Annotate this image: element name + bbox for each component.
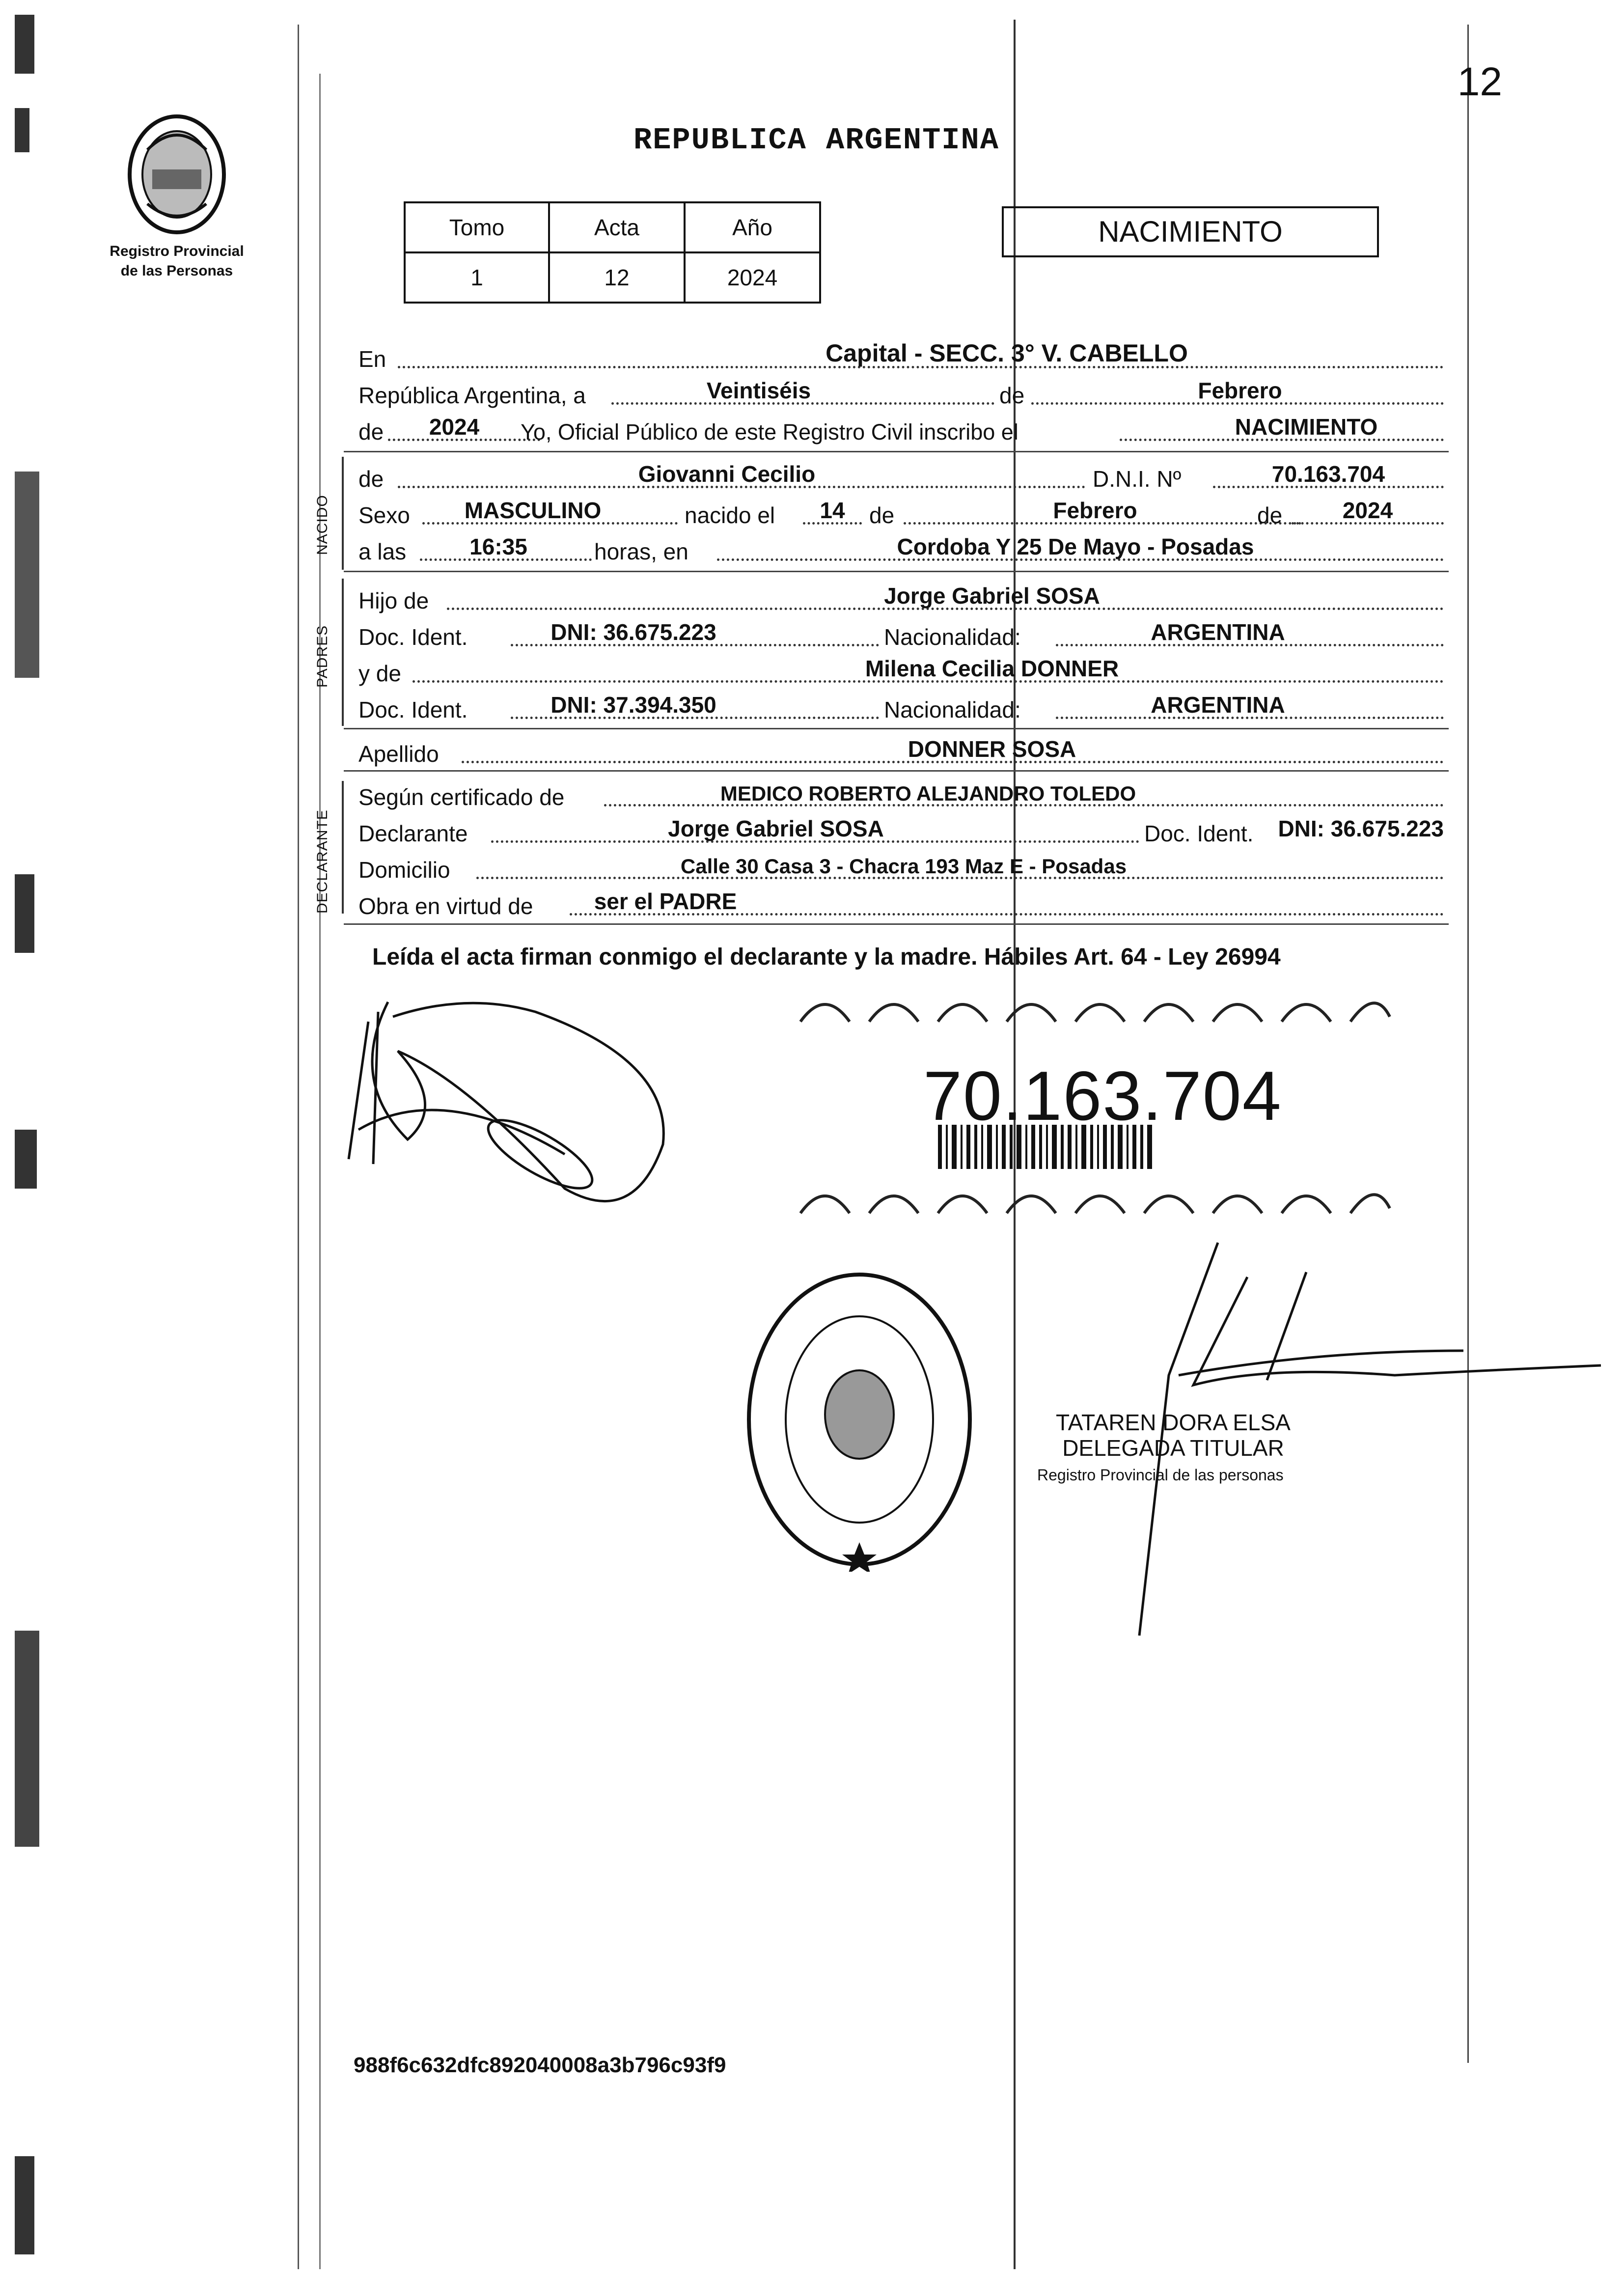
scan-mark	[15, 1130, 37, 1189]
label-declarante: Declarante	[358, 821, 468, 846]
declarante-name: Jorge Gabriel SOSA	[668, 816, 884, 841]
child-dni: 70.163.704	[1271, 461, 1385, 487]
label-alas: a las	[358, 539, 407, 564]
label-nacionalidad: Nacionalidad:	[884, 697, 1021, 722]
row-date	[358, 374, 1444, 411]
place-value: Capital - SECC. 3° V. CABELLO	[826, 339, 1188, 367]
scan-mark	[15, 108, 29, 152]
birth-day: 14	[820, 498, 845, 523]
row-en	[358, 338, 1444, 374]
label-horas: horas, en	[594, 539, 688, 564]
label-domicilio: Domicilio	[358, 857, 450, 883]
label-doc: Doc. Ident.	[358, 697, 468, 722]
domicilio-value: Calle 30 Casa 3 - Chacra 193 Maz E - Posadas	[680, 855, 1127, 878]
father-name: Jorge Gabriel SOSA	[884, 583, 1100, 609]
row-father-doc	[358, 616, 1444, 652]
day-value: Veintiséis	[706, 378, 811, 403]
label-en: En	[358, 346, 386, 372]
document-hash: 988f6c632dfc892040008a3b796c93f9	[354, 2053, 726, 2077]
acta-table	[404, 201, 821, 304]
row-apellido	[358, 733, 1444, 769]
fold-line	[298, 25, 299, 2269]
document-title: REPUBLICA ARGENTINA	[633, 123, 999, 158]
label-dni: D.N.I. Nº	[1093, 466, 1182, 492]
table-header-ano: Año	[685, 202, 820, 252]
label-republica: República Argentina, a	[358, 383, 586, 408]
label-de: de	[999, 383, 1025, 408]
fold-line	[1467, 25, 1469, 2063]
label-de: de	[358, 466, 384, 492]
label-apellido: Apellido	[358, 741, 439, 767]
section-bracket	[342, 781, 344, 914]
label-doc: Doc. Ident.	[358, 624, 468, 650]
label-certificado: Según certificado de	[358, 784, 565, 810]
father-nationality: ARGENTINA	[1151, 619, 1285, 645]
table-value-tomo: 1	[405, 252, 549, 303]
table-value-ano: 2024	[685, 252, 820, 303]
certificate-value: MEDICO ROBERTO ALEJANDRO TOLEDO	[720, 782, 1136, 805]
signatory-block	[1056, 1410, 1291, 1461]
mother-name: Milena Cecilia DONNER	[865, 656, 1119, 681]
record-type-box: NACIMIENTO	[1002, 206, 1379, 257]
page-number: 12	[1457, 59, 1502, 104]
row-domicilio	[358, 849, 1444, 885]
signatory-name: TATAREN DORA ELSA	[1056, 1410, 1291, 1435]
row-sexo	[358, 494, 1444, 530]
birth-place: Cordoba Y 25 De Mayo - Posadas	[897, 534, 1254, 559]
misiones-coat-of-arms-icon	[118, 111, 236, 238]
registry-logo	[103, 111, 250, 302]
father-doc: DNI: 36.675.223	[551, 619, 716, 645]
birth-year: 2024	[1342, 498, 1393, 523]
year-value: 2024	[429, 414, 480, 440]
section-divider	[344, 770, 1449, 772]
obra-value: ser el PADRE	[594, 889, 737, 914]
table-value-acta: 12	[549, 252, 685, 303]
label-sexo: Sexo	[358, 502, 410, 528]
row-declarante	[358, 812, 1444, 849]
label-hijo: Hijo de	[358, 588, 429, 613]
table-header-tomo: Tomo	[405, 202, 549, 252]
scan-mark	[15, 15, 34, 74]
apellido-value: DONNER SOSA	[908, 736, 1076, 762]
label-de: de	[869, 502, 895, 528]
label-obra: Obra en virtud de	[358, 893, 533, 919]
section-divider	[344, 451, 1449, 452]
birth-time: 16:35	[469, 534, 527, 559]
row-obra	[358, 885, 1444, 921]
signatory-role: DELEGADA TITULAR	[1062, 1435, 1284, 1461]
row-inscribo	[358, 411, 1444, 447]
mother-nationality: ARGENTINA	[1151, 692, 1285, 718]
row-hora	[358, 530, 1444, 567]
birth-month: Febrero	[1053, 498, 1137, 523]
declarante-doc: DNI: 36.675.223	[1278, 816, 1444, 841]
section-bracket	[342, 457, 344, 570]
label-nacido-el: nacido el	[685, 502, 775, 528]
row-mother-doc	[358, 689, 1444, 725]
label-doc: Doc. Ident.	[1144, 821, 1254, 846]
side-label-declarante: DECLARANTE	[314, 809, 330, 914]
row-hijo	[358, 580, 1444, 616]
label-nacionalidad: Nacionalidad:	[884, 624, 1021, 650]
scan-mark	[15, 472, 39, 678]
inscribo-value: NACIMIENTO	[1235, 414, 1378, 440]
table-header-acta: Acta	[549, 202, 685, 252]
logo-label-line1: Registro Provincial	[110, 243, 244, 259]
signatory-org: Registro Provincial de las personas	[1037, 1466, 1284, 1484]
section-bracket	[342, 579, 344, 726]
row-name	[358, 458, 1444, 494]
label-de: de	[358, 419, 384, 444]
sexo-value: MASCULINO	[464, 498, 602, 523]
mother-doc: DNI: 37.394.350	[551, 692, 716, 718]
oficial-text: Yo, Oficial Público de este Registro Civil inscribo el	[521, 419, 1018, 444]
label-yde: y de	[358, 661, 401, 686]
dni-stamp-number: 70.163.704	[923, 1057, 1282, 1135]
side-label-nacido: NACIDO	[314, 495, 330, 555]
row-certificado	[358, 776, 1444, 812]
row-ydef	[358, 652, 1444, 689]
section-divider	[344, 923, 1449, 925]
declarant-signature	[319, 982, 712, 1228]
section-divider	[344, 728, 1449, 729]
logo-label-line2: de las Personas	[120, 263, 233, 279]
scan-mark	[15, 2156, 34, 2254]
side-label-padres: PADRES	[314, 625, 330, 688]
child-name: Giovanni Cecilio	[638, 461, 816, 487]
label-de: de	[1257, 502, 1283, 528]
official-seal	[742, 1267, 977, 1572]
closing-statement: Leída el acta firman conmigo el declarante y la madre. Hábiles Art. 64 - Ley 26994	[372, 944, 1281, 970]
scan-mark	[15, 874, 34, 953]
section-divider	[344, 571, 1449, 572]
month-value: Febrero	[1198, 378, 1282, 403]
scan-mark	[15, 1631, 39, 1847]
